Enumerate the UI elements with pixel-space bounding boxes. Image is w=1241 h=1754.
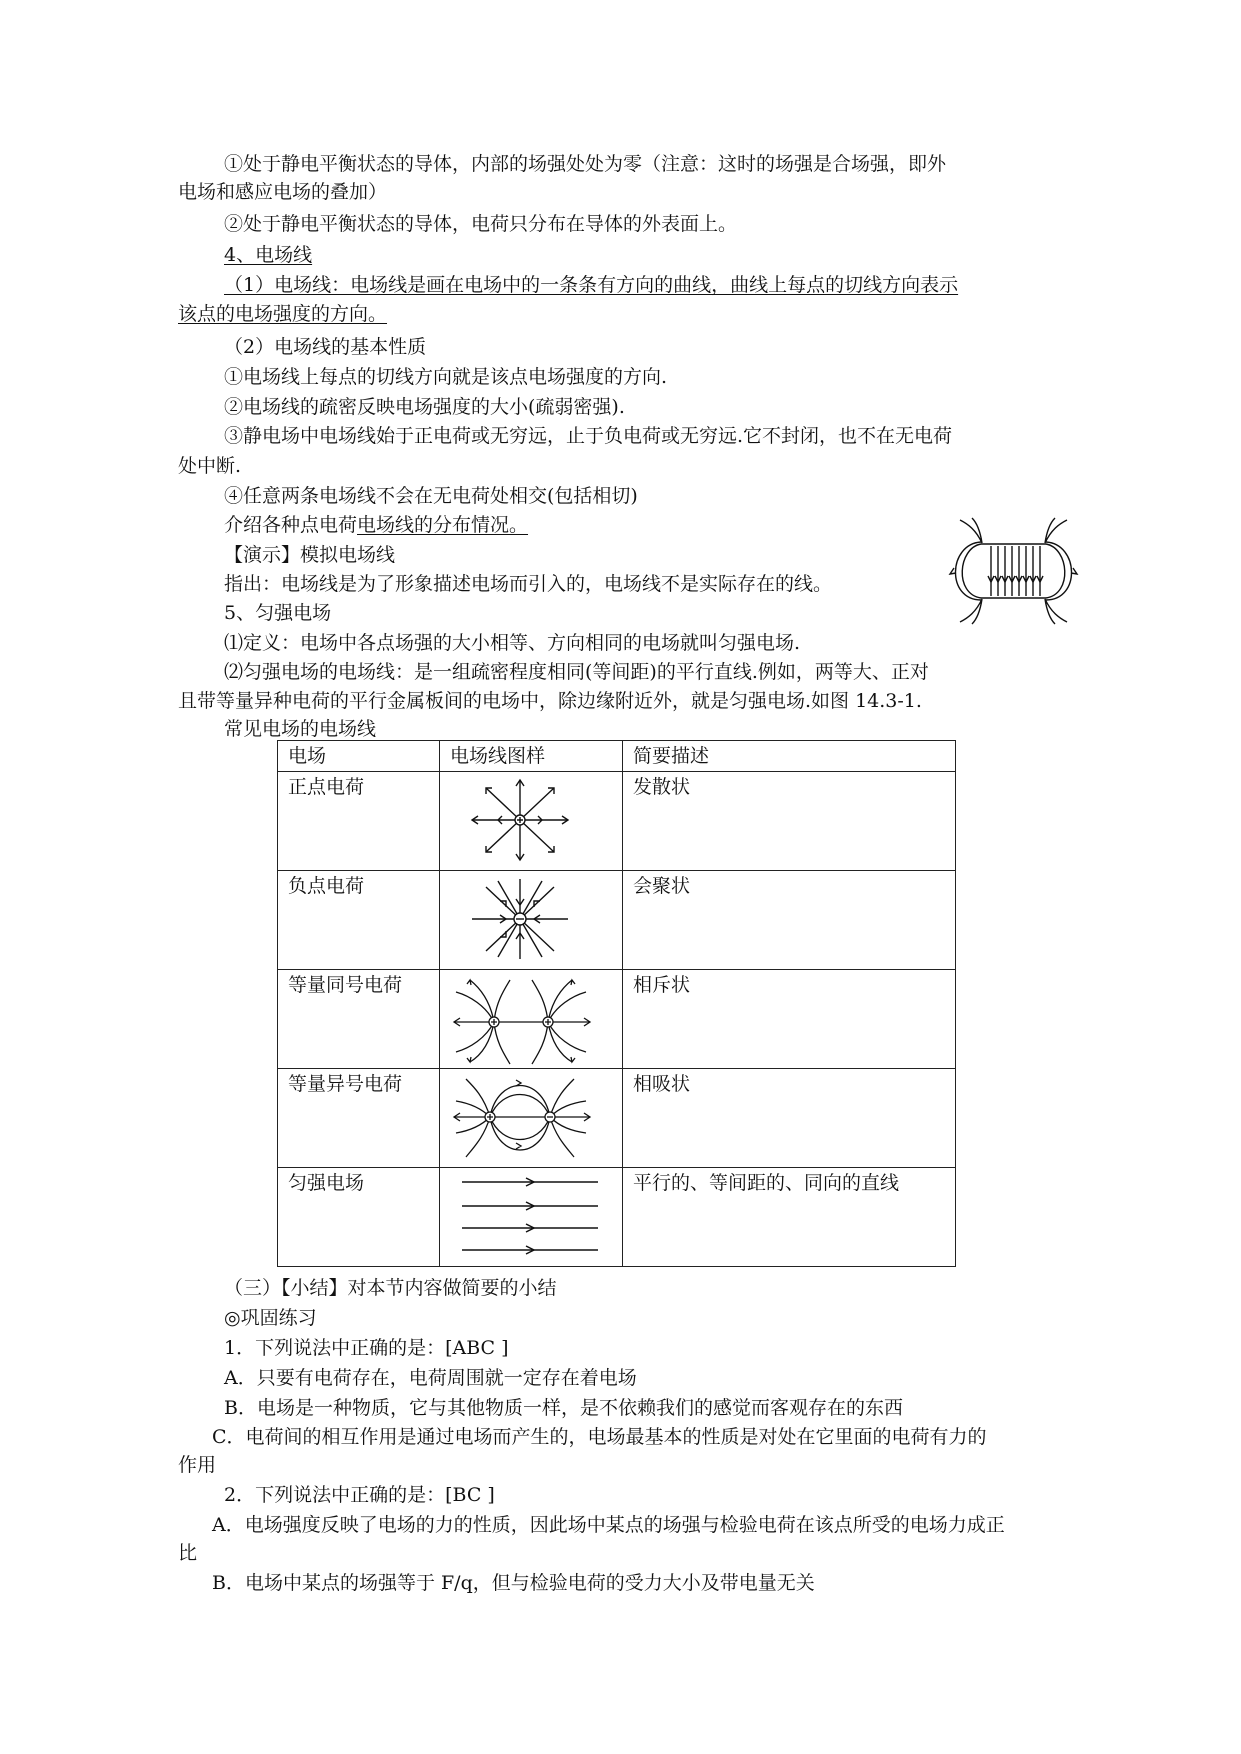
diagram-cell (440, 1069, 623, 1168)
text-line: 常见电场的电场线 (224, 718, 377, 740)
text-line: 【演示】模拟电场线 (224, 544, 396, 566)
parallel-plate-figure (946, 516, 1081, 626)
positive-charge-diagram (440, 772, 602, 868)
field-lines-table (277, 740, 956, 1267)
text-line: ④任意两条电场线不会在无电荷处相交(包括相切) (224, 485, 638, 507)
table-header: 简要描述 (623, 741, 956, 772)
text-line: ①电场线上每点的切线方向就是该点电场强度的方向. (224, 366, 668, 388)
text-line: 1．下列说法中正确的是：[ABC ] (224, 1337, 509, 1359)
field-desc: 相斥状 (623, 970, 956, 1069)
text-line: 作用 (178, 1454, 217, 1476)
text-line: 且带等量异种电荷的平行金属板间的电场中，除边缘附近外，就是匀强电场.如图 14.3-1. (178, 690, 922, 712)
text-line: ⑴定义：电场中各点场强的大小相等、方向相同的电场就叫匀强电场. (224, 632, 801, 654)
like-charges-diagram (440, 970, 602, 1066)
text-line: ⑵匀强电场的电场线：是一组疏密程度相同(等间距)的平行直线.例如，两等大、正对 (224, 661, 929, 683)
text-line: 比 (178, 1542, 198, 1564)
text-line (224, 513, 528, 537)
section-heading: 4、电场线 (224, 244, 313, 266)
section-heading: 5、匀强电场 (224, 602, 332, 624)
field-name: 负点电荷 (278, 871, 440, 970)
diagram-cell (440, 871, 623, 970)
text-line: 2．下列说法中正确的是：[BC ] (224, 1484, 495, 1506)
text-line: 该点的电场强度的方向。 (178, 303, 388, 325)
text-line: A．电场强度反映了电场的力的性质，因此场中某点的场强与检验电荷在该点所受的电场力成正 (212, 1514, 1005, 1536)
text-line: A．只要有电荷存在，电荷周围就一定存在着电场 (224, 1367, 637, 1389)
diagram-cell (440, 970, 623, 1069)
table-row (278, 1069, 956, 1168)
field-desc: 发散状 (623, 772, 956, 871)
uniform-field-diagram (440, 1168, 602, 1264)
field-desc: 会聚状 (623, 871, 956, 970)
table-header: 电场线图样 (440, 741, 623, 772)
field-name: 正点电荷 (278, 772, 440, 871)
text-line: （1）电场线：电场线是画在电场中的一条条有方向的曲线，曲线上每点的切线方向表示 (224, 274, 959, 296)
field-name: 等量同号电荷 (278, 970, 440, 1069)
negative-charge-diagram (440, 871, 602, 967)
field-name: 等量异号电荷 (278, 1069, 440, 1168)
table-row (278, 1168, 956, 1267)
field-desc: 相吸状 (623, 1069, 956, 1168)
text-line: B．电场中某点的场强等于 F/q，但与检验电荷的受力大小及带电量无关 (212, 1572, 815, 1594)
text-line: C．电荷间的相互作用是通过电场而产生的，电场最基本的性质是对处在它里面的电荷有力的 (212, 1426, 987, 1448)
text-line: ③静电场中电场线始于正电荷或无穷远，止于负电荷或无穷远.它不封闭，也不在无电荷 (224, 425, 953, 447)
table-row (278, 970, 956, 1069)
text-line: 处中断. (178, 455, 242, 477)
text-line: 指出：电场线是为了形象描述电场而引入的，电场线不是实际存在的线。 (224, 573, 833, 595)
text-line: （2）电场线的基本性质 (224, 336, 427, 358)
text-line: ①处于静电平衡状态的导体，内部的场强处处为零（注意：这时的场强是合场强，即外 (224, 153, 947, 175)
field-desc: 平行的、等间距的、同向的直线 (623, 1168, 956, 1267)
diagram-cell (440, 772, 623, 871)
table-row (278, 772, 956, 871)
text-segment: 介绍各种点电荷 (224, 514, 358, 536)
diagram-cell (440, 1168, 623, 1267)
text-line: 电场和感应电场的叠加） (178, 181, 388, 203)
table-header: 电场 (278, 741, 440, 772)
text-line: B．电场是一种物质，它与其他物质一样，是不依赖我们的感觉而客观存在的东西 (224, 1397, 903, 1419)
text-segment: 电场线的分布情况。 (357, 514, 529, 536)
text-line: ②电场线的疏密反映电场强度的大小(疏弱密强). (224, 396, 625, 418)
table-row (278, 871, 956, 970)
text-line: ◎巩固练习 (224, 1307, 317, 1329)
unlike-charges-diagram (440, 1069, 602, 1165)
text-line: ②处于静电平衡状态的导体，电荷只分布在导体的外表面上。 (224, 213, 738, 235)
text-line: （三）【小结】对本节内容做简要的小结 (224, 1277, 557, 1299)
field-name: 匀强电场 (278, 1168, 440, 1267)
